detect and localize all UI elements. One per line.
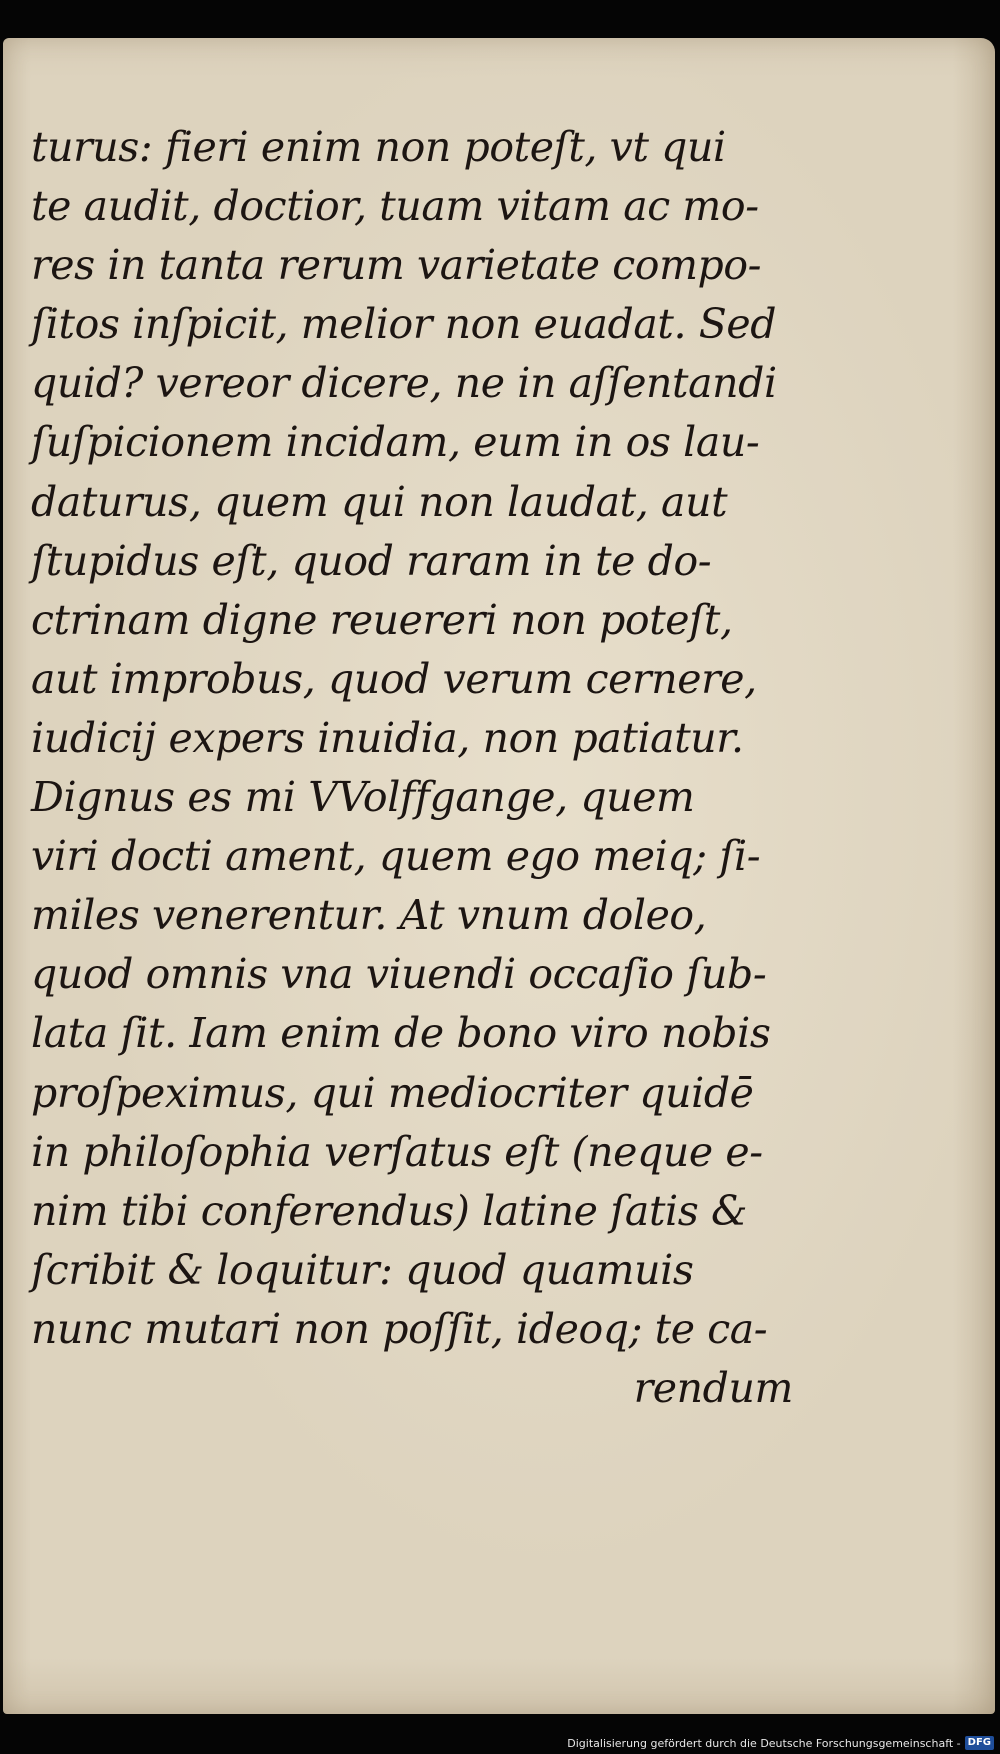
text-line: nunc mutari non poſſit, ideoq; te ca- [31, 1304, 768, 1353]
text-line: proſpeximus, qui mediocriter quidē [31, 1068, 754, 1117]
catchword: rendum [633, 1363, 793, 1412]
text-line: res in tanta rerum varietate compo- [31, 241, 762, 290]
text-line: in philoſophia verſatus eſt (neque e- [31, 1127, 763, 1176]
page-text [31, 118, 801, 1418]
credit-text: Digitalisierung gefördert durch die Deutsche Forschungsgemeinschaft - [567, 1736, 961, 1750]
text-line: nim tibi conferendus) latine ſatis & [31, 1186, 748, 1235]
book-page [3, 38, 995, 1714]
text-line: ſcribit & loquitur: quod quamuis [31, 1245, 694, 1294]
text-line: miles venerentur. At vnum doleo, [31, 891, 707, 940]
dfg-logo-icon: DFG [965, 1736, 994, 1750]
text-line: te audit, doctior, tuam vitam ac mo- [31, 182, 759, 231]
text-line: iudicij expers inuidia, non patiatur. [31, 713, 744, 762]
text-line: lata ſit. Iam enim de bono viro nobis [31, 1009, 771, 1058]
text-line: ſuſpicionem incidam, eum in os lau- [31, 418, 760, 467]
text-line: aut improbus, quod verum cernere, [31, 654, 757, 703]
text-line: turus: fieri enim non poteſt, vt qui [31, 123, 726, 171]
text-line: ctrinam digne reuereri non poteſt, [31, 595, 733, 644]
text-line: quod omnis vna viuendi occaſio ſub- [31, 950, 767, 999]
text-line: Dignus es mi VVolffgange, quem [31, 773, 695, 822]
text-line: ſtupidus eſt, quod raram in te do- [31, 536, 712, 585]
text-line: viri docti ament, quem ego meiq; ſi- [31, 832, 761, 881]
text-line: ſitos inſpicit, melior non euadat. Sed [31, 300, 777, 349]
text-line: quid? vereor dicere, ne in aſſentandi [31, 359, 777, 408]
digitization-credit [567, 1734, 994, 1752]
text-line: daturus, quem qui non laudat, aut [31, 477, 728, 526]
